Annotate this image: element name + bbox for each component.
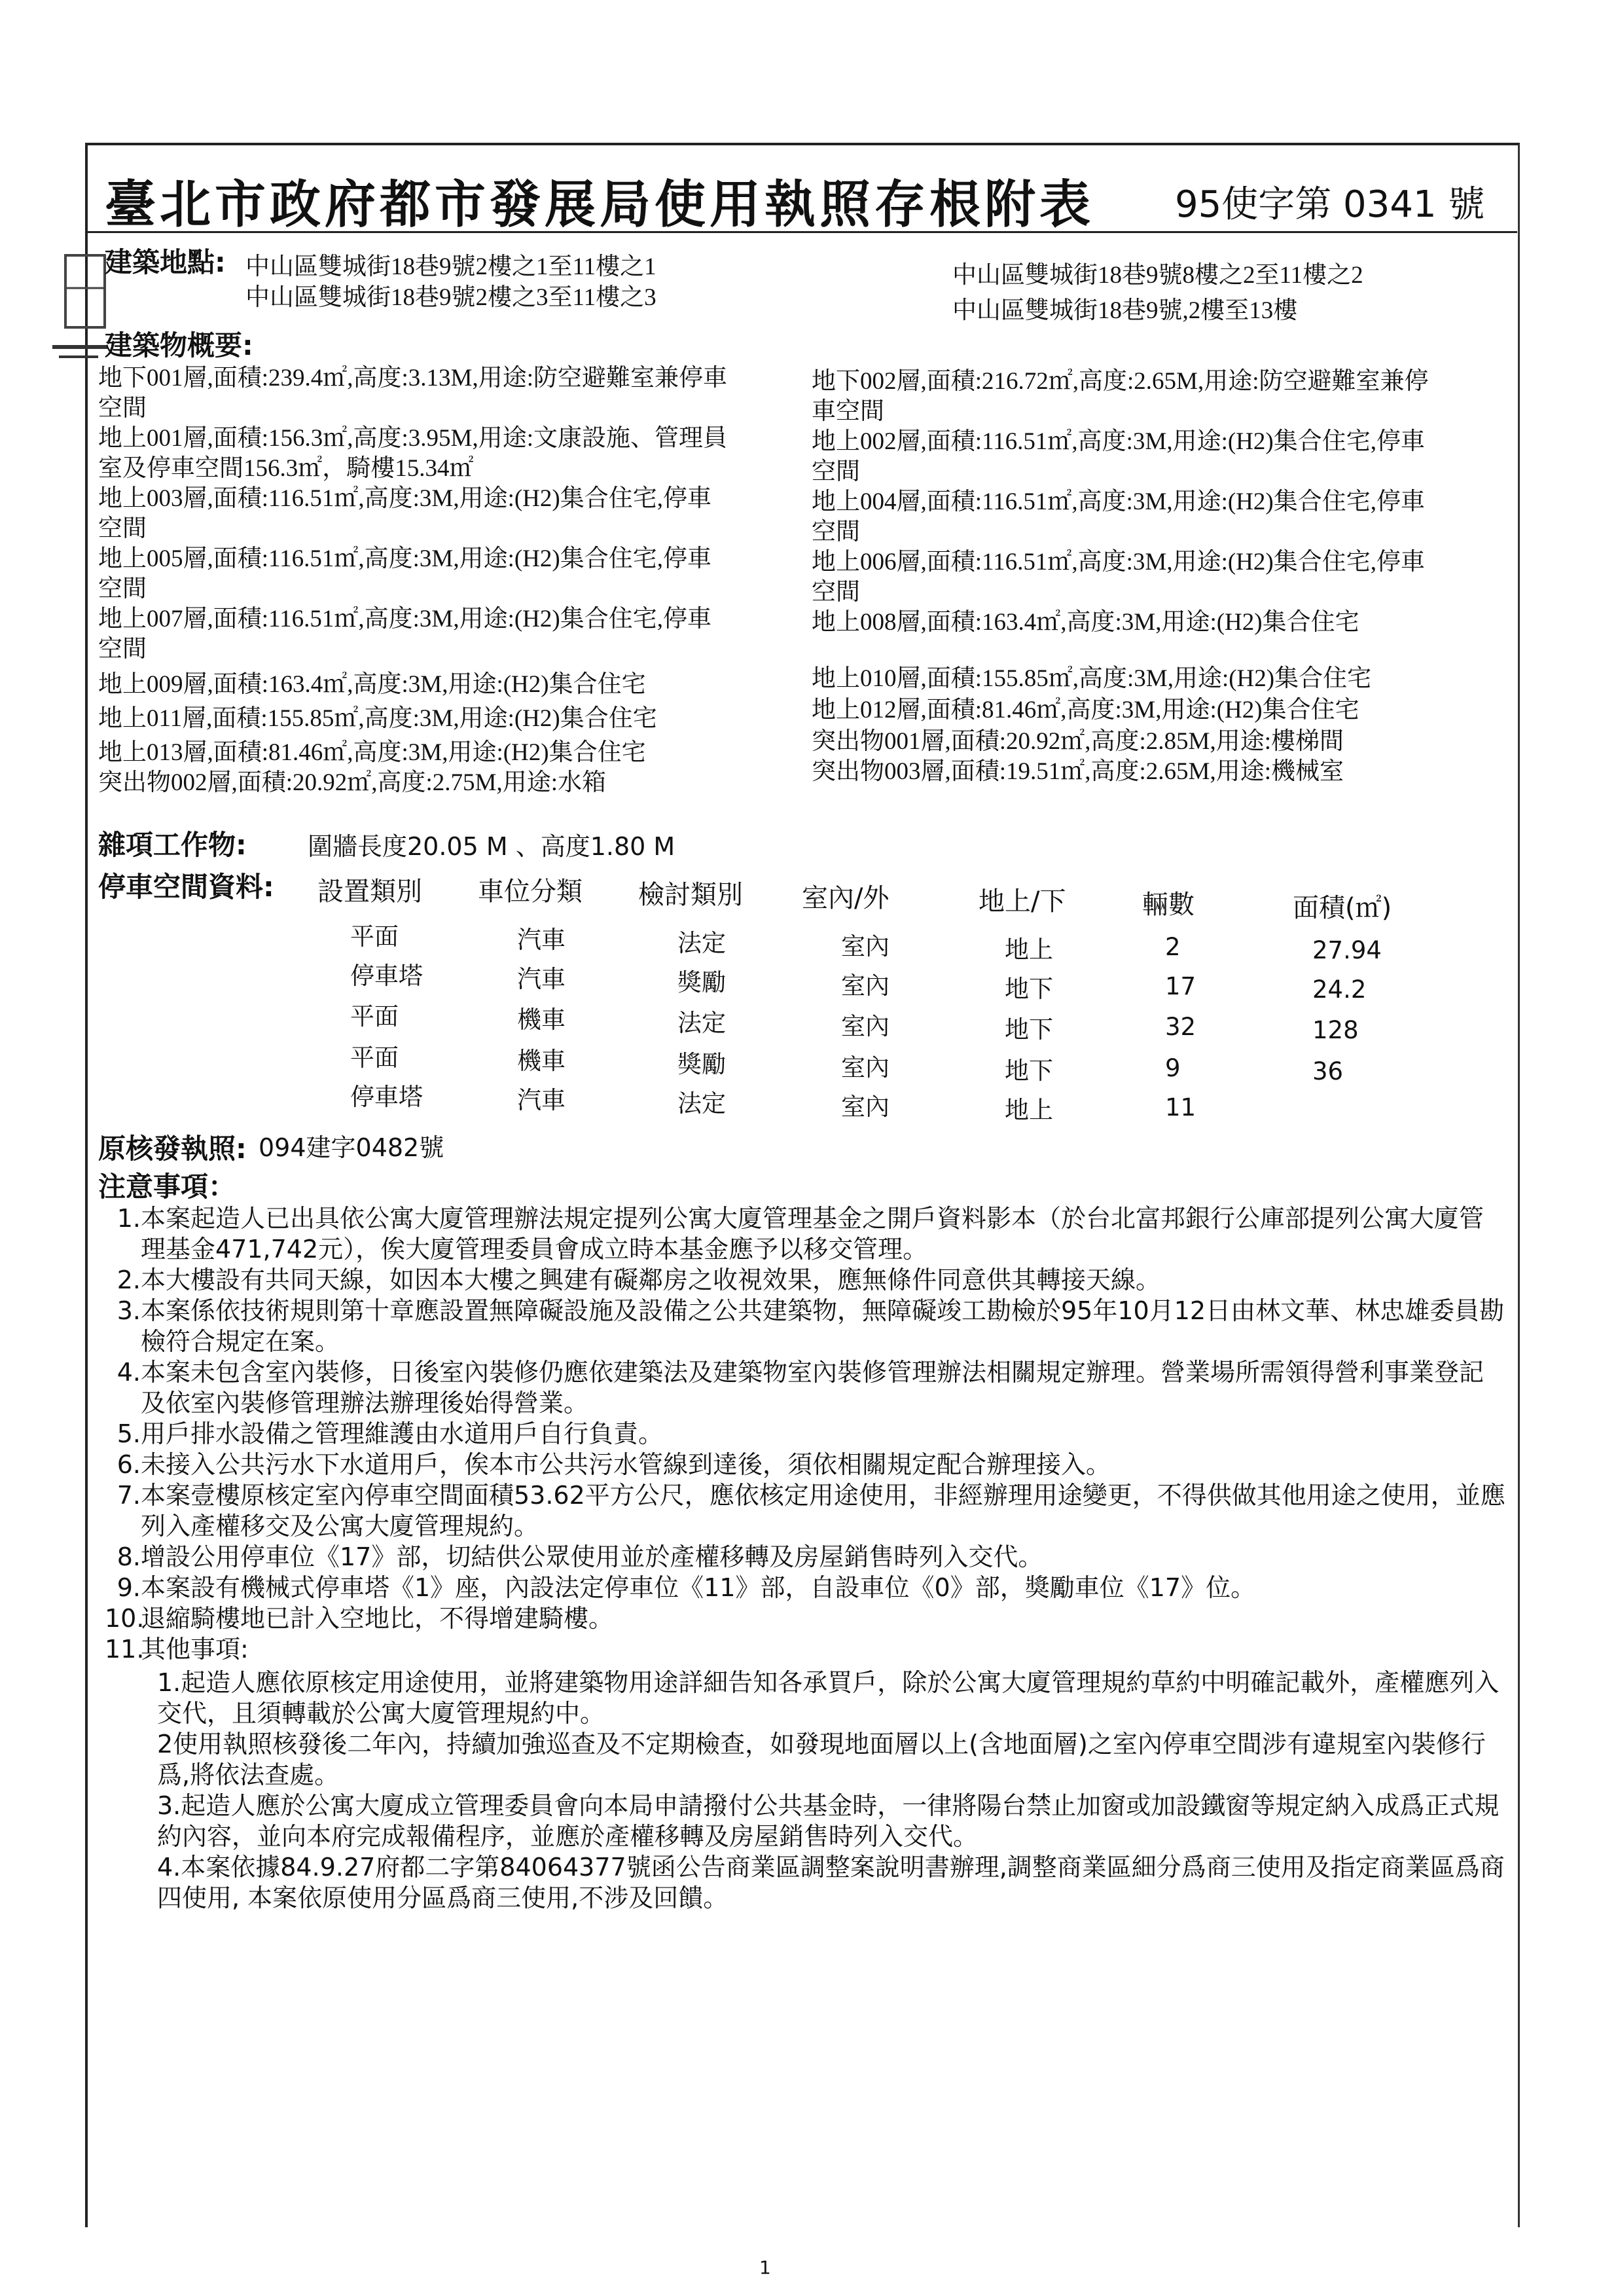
site-address-1: 中山區雙城街18巷9號2樓之1至11樓之1: [245, 253, 656, 280]
site-label: 建築地點:: [105, 246, 226, 278]
parking-cell: 24.2: [1312, 975, 1367, 1004]
floor-entry: 地上008層,面積:163.4㎡,高度:3M,用途:(H2)集合住宅: [812, 609, 1359, 636]
parking-cell: 室內: [841, 972, 890, 1000]
notes-label: 注意事項：: [98, 1171, 236, 1203]
parking-cell: 地下: [1005, 1015, 1053, 1044]
floor-entry: 地上011層,面積:155.85㎡,高度:3M,用途:(H2)集合住宅: [98, 705, 657, 732]
parking-cell: 室內: [841, 1012, 890, 1040]
overview-label: 建築物概要:: [105, 329, 253, 361]
parking-cell: 地下: [1005, 975, 1053, 1003]
parking-header-inout: 室內/外: [802, 883, 890, 913]
note-item: 8. 增設公用停車位《17》部，切結供公眾使用並於產權移轉及房屋銷售時列入交代。: [117, 1542, 1043, 1571]
parking-cell: 17: [1165, 972, 1196, 1000]
floor-entry: 地上012層,面積:81.46㎡,高度:3M,用途:(H2)集合住宅: [812, 697, 1359, 723]
floor-entry: 地下001層,面積:239.4㎡,高度:3.13M,用途:防空避難室兼停車 空間: [98, 365, 727, 422]
parking-cell: 地下: [1005, 1057, 1053, 1085]
floor-entry: 地上006層,面積:116.51㎡,高度:3M,用途:(H2)集合住宅,停車 空間: [812, 549, 1425, 606]
parking-cell: 平面: [350, 1044, 399, 1072]
site-address-4: 中山區雙城街18巷9號,2樓至13樓: [952, 297, 1298, 324]
parking-cell: 汽車: [517, 1086, 566, 1114]
parking-cell: 室內: [841, 1053, 890, 1082]
page-title: 臺北市政府都市發展局使用執照存根附表: [105, 175, 1095, 234]
parking-header-level: 地上/下: [979, 886, 1066, 917]
parking-cell: 128: [1312, 1016, 1359, 1044]
parking-cell: 法定: [677, 1009, 726, 1037]
parking-header-type: 設置類別: [317, 877, 422, 907]
parking-cell: 11: [1165, 1093, 1196, 1121]
notes-list: [105, 1203, 1505, 1914]
original-permit-label: 原核發執照:: [98, 1133, 247, 1165]
note-subitems: [105, 1667, 1505, 1914]
parking-cell: 9: [1165, 1054, 1181, 1082]
parking-cell: 平面: [350, 922, 399, 951]
misc-label: 雜項工作物:: [98, 829, 247, 861]
misc-value: 圍牆長度20.05 M 、高度1.80 M: [308, 832, 675, 861]
floor-entry: 地上010層,面積:155.85㎡,高度:3M,用途:(H2)集合住宅: [812, 665, 1372, 692]
floor-entry: 地上003層,面積:116.51㎡,高度:3M,用途:(H2)集合住宅,停車 空間: [98, 485, 711, 542]
overview-left-column: [98, 363, 727, 798]
note-item: 5. 用戶排水設備之管理維護由水道用戶自行負責。: [117, 1419, 664, 1448]
parking-cell: 法定: [677, 929, 726, 957]
note-item: 7. 本案壹樓原核定室內停車空間面積53.62平方公尺，應依核定用途使用，非經辦理用途變更，不得供做其他用途之使用，並應列入產權移交及公寓大廈管理規約。: [117, 1481, 1505, 1540]
floor-entry: 地上013層,面積:81.46㎡,高度:3M,用途:(H2)集合住宅: [98, 739, 646, 766]
parking-cell: 27.94: [1312, 936, 1382, 964]
floor-entry: 地上002層,面積:116.51㎡,高度:3M,用途:(H2)集合住宅,停車 空間: [812, 428, 1425, 485]
parking-header-vehicle: 車位分類: [478, 877, 583, 907]
parking-label: 停車空間資料:: [98, 871, 274, 903]
parking-cell: 地上: [1005, 936, 1053, 964]
parking-cell: 汽車: [517, 965, 566, 993]
parking-cell: 室內: [841, 932, 890, 960]
parking-cell: 機車: [517, 1047, 566, 1075]
site-address-2: 中山區雙城街18巷9號2樓之3至11樓之3: [245, 284, 656, 311]
parking-cell: 法定: [677, 1089, 726, 1118]
floor-entry: 地上005層,面積:116.51㎡,高度:3M,用途:(H2)集合住宅,停車 空間: [98, 545, 711, 602]
note-subitem: 1.起造人應依原核定用途使用，並將建築物用途詳細告知各承買戶，除於公寓大廈管理規約草約中明確記載外，產權應列入交代，且須轉載於公寓大廈管理規約中。: [157, 1668, 1500, 1728]
floor-entry: 地上007層,面積:116.51㎡,高度:3M,用途:(H2)集合住宅,停車 空間: [98, 606, 711, 663]
floor-entry: 突出物003層,面積:19.51㎡,高度:2.65M,用途:機械室: [812, 758, 1344, 785]
note-item: 10. 退縮騎樓地已計入空地比，不得增建騎樓。: [105, 1604, 614, 1633]
note-item: 6. 未接入公共污水下水道用戶，俟本市公共污水管線到達後，須依相關規定配合辦理接入。: [117, 1450, 1111, 1479]
site-address-3: 中山區雙城街18巷9號8樓之2至11樓之2: [952, 262, 1363, 289]
note-item: 4. 本案未包含室內裝修，日後室內裝修仍應依建築法及建築物室內裝修管理辦法相關規定辦理。營業場所需領得營利事業登記及依室內裝修管理辦法辦理後始得營業。: [117, 1358, 1484, 1417]
floor-entry: 突出物001層,面積:20.92㎡,高度:2.85M,用途:樓梯間: [812, 728, 1344, 755]
note-subitem: 4.本案依據84.9.27府都二字第84064377號函公告商業區調整案說明書辦理,調整商業區細分爲商三使用及指定商業區爲商四使用, 本案依原使用分區爲商三使用,不涉及回饋。: [157, 1853, 1505, 1912]
parking-cell: 地上: [1005, 1096, 1053, 1124]
parking-cell: 32: [1165, 1013, 1196, 1041]
original-permit-value: 094建字0482號: [259, 1133, 444, 1162]
parking-cell: 機車: [517, 1006, 566, 1034]
floor-entry: 地上009層,面積:163.4㎡,高度:3M,用途:(H2)集合住宅: [98, 671, 646, 698]
note-subitem: 3.起造人應於公寓大廈成立管理委員會向本局申請撥付公共基金時，一律將陽台禁止加窗或加設鐵窗等規定納入成爲正式規約內容，並向本府完成報備程序，並應於產權移轉及房屋銷售時列入交代。: [157, 1791, 1500, 1851]
note-subitem: 2使用執照核發後二年內，持續加強巡查及不定期檢查，如發現地面層以上(含地面層)之室內停車空間涉有違規室內裝修行爲,將依法查處。: [157, 1730, 1486, 1789]
note-item: 1. 本案起造人已出具依公寓大廈管理辦法規定提列公寓大廈管理基金之開戶資料影本（於台北富邦銀行公庫部提列公寓大廈管理基金471,742元），俟大廈管理委員會成立時本基金應予以移交管理。: [117, 1204, 1484, 1264]
parking-cell: 汽車: [517, 926, 566, 954]
parking-header-review: 檢討類別: [638, 880, 743, 910]
parking-header-area: 面積(㎡): [1293, 893, 1392, 923]
parking-cell: 36: [1312, 1057, 1344, 1085]
note-item: 9. 本案設有機械式停車塔《1》座，內設法定停車位《11》部，自設車位《0》部，獎勵車位《17》位。: [117, 1573, 1256, 1602]
parking-cell: 室內: [841, 1093, 890, 1121]
parking-cell: 獎勵: [677, 1050, 726, 1078]
floor-entry: 突出物002層,面積:20.92㎡,高度:2.75M,用途:水箱: [98, 769, 606, 796]
floor-entry: 地下002層,面積:216.72㎡,高度:2.65M,用途:防空避難室兼停 車空間: [812, 368, 1429, 425]
parking-cell: 2: [1165, 933, 1181, 961]
parking-cell: 獎勵: [677, 968, 726, 996]
parking-cell: 平面: [350, 1002, 399, 1030]
floor-entry: 地上001層,面積:156.3㎡,高度:3.95M,用途:文康設施、管理員 室及停車空間156.3㎡，騎樓15.34㎡: [98, 425, 727, 482]
permit-number: 95使字第 0341 號: [1175, 183, 1485, 226]
parking-cell: 停車塔: [350, 1083, 423, 1111]
floor-entry: 地上004層,面積:116.51㎡,高度:3M,用途:(H2)集合住宅,停車 空間: [812, 488, 1425, 545]
parking-cell: 停車塔: [350, 962, 423, 990]
parking-header-count: 輛數: [1142, 890, 1195, 920]
note-item: 11. 其他事項:: [105, 1635, 249, 1664]
overview-right-column: [812, 367, 1429, 787]
note-item: 3. 本案係依技術規則第十章應設置無障礙設施及設備之公共建築物，無障礙竣工勘檢於95年10月12日由林文華、林忠雄委員勘檢符合規定在案。: [117, 1296, 1505, 1356]
page-number: 1: [759, 2257, 771, 2278]
note-item: 2. 本大樓設有共同天線，如因本大樓之興建有礙鄰房之收視效果，應無條件同意供其轉接天線。: [117, 1266, 1161, 1294]
stamp-mark: [26, 249, 111, 367]
